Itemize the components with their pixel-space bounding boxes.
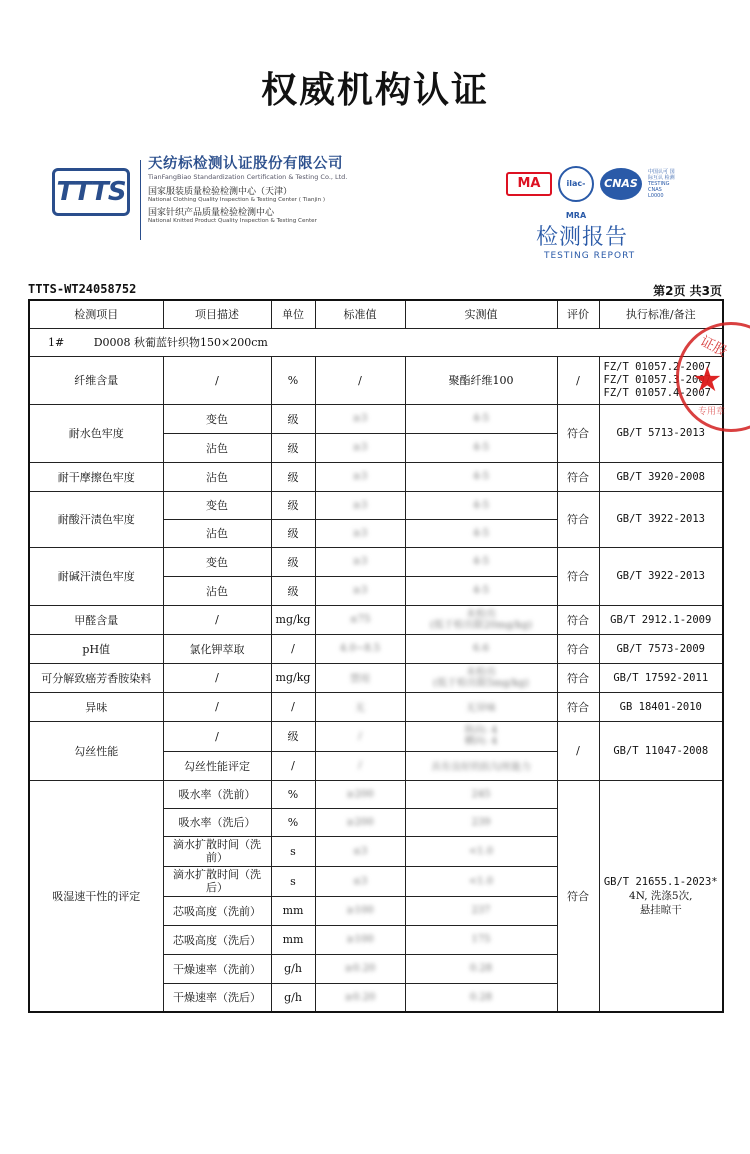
std-cell: ≥3 [315, 404, 405, 433]
stamp-text-bottom: 专用章 [698, 407, 726, 417]
std-ref-cell: GB/T 5713-2013 [599, 404, 723, 462]
value-cell: 4-5 [405, 547, 557, 576]
table-row [29, 663, 723, 692]
item-cell: 耐碱汗渍色牢度 [29, 547, 163, 605]
value-cell: 4-5 [405, 576, 557, 605]
std-ref-line: 悬挂晾干 [639, 903, 682, 916]
std-cell: 4.0~8.5 [315, 634, 405, 663]
std-ref-line: FZ/T 01057.3-2007 [603, 373, 711, 386]
ttts-logo: TTTS [52, 168, 130, 216]
cnas-logo: CNAS [600, 168, 642, 200]
unit-cell: / [271, 751, 315, 780]
std-cell: ≤3 [315, 866, 405, 896]
org-center2: 国家针织产品质量检验检测中心 [148, 208, 275, 218]
desc-cell: 变色 [163, 547, 271, 576]
desc-cell: 变色 [163, 491, 271, 519]
std-cell: / [315, 721, 405, 751]
std-ref-cell [599, 780, 723, 1012]
org-name-en: TianFangBiao Standardization Certification & Testing Co., Ltd. [148, 173, 348, 181]
std-cell: ≥200 [315, 780, 405, 808]
unit-cell: % [271, 808, 315, 836]
std-cell: ≥100 [315, 925, 405, 954]
std-ref-cell: GB/T 7573-2009 [599, 634, 723, 663]
desc-cell: / [163, 605, 271, 634]
org-texts [148, 152, 378, 226]
value-line: 纵向: 4 [464, 725, 498, 736]
eval-cell: 符合 [557, 547, 599, 605]
desc-cell: 变色 [163, 404, 271, 433]
unit-cell: % [271, 356, 315, 404]
report-table [28, 299, 724, 1013]
std-ref-cell: GB 18401-2010 [599, 692, 723, 721]
eval-cell: / [557, 721, 599, 780]
eval-cell: 符合 [557, 663, 599, 692]
stamp-text-top: 证股 [697, 333, 730, 361]
value-cell: 245 [405, 780, 557, 808]
std-ref-line: FZ/T 01057.2-2007 [603, 360, 711, 373]
item-cell: 耐酸汗渍色牢度 [29, 491, 163, 547]
cnas-side-text: 中国认可 国际互认 检测 TESTING CNAS L0000 [648, 169, 675, 199]
std-cell: ≥3 [315, 576, 405, 605]
unit-cell: 级 [271, 721, 315, 751]
desc-cell: 沾色 [163, 433, 271, 462]
stamp-star-icon: ★ [692, 360, 723, 400]
cert-block [506, 160, 696, 260]
value-cell [405, 721, 557, 751]
value-cell: 0.28 [405, 954, 557, 983]
item-cell: 勾丝性能 [29, 721, 163, 780]
desc-cell: / [163, 356, 271, 404]
report-title: 检测报告 [536, 225, 629, 250]
unit-cell: mg/kg [271, 663, 315, 692]
std-cell: / [315, 751, 405, 780]
unit-cell: 级 [271, 462, 315, 491]
std-ref-cell: GB/T 11047-2008 [599, 721, 723, 780]
eval-cell: 符合 [557, 780, 599, 1012]
std-ref-cell: GB/T 17592-2011 [599, 663, 723, 692]
report-number: TTTS-WT24058752 [28, 282, 137, 296]
value-line: (低于检出限20mg/kg) [429, 619, 533, 631]
std-cell: ≥0.20 [315, 954, 405, 983]
std-cell: ≥3 [315, 462, 405, 491]
value-line: 未检出 [466, 608, 496, 620]
value-cell: 4-5 [405, 462, 557, 491]
desc-cell: 芯吸高度（洗前） [163, 896, 271, 925]
header-std: 标准值 [315, 300, 405, 328]
org-center1-en: National Clothing Quality Inspection & Testing Center ( Tianjin ) [148, 197, 326, 203]
desc-cell: 干燥速率（洗后） [163, 983, 271, 1012]
desc-cell: 沾色 [163, 462, 271, 491]
report-meta [28, 282, 722, 298]
desc-cell: / [163, 663, 271, 692]
value-line: 横向: 4 [464, 736, 498, 747]
std-cell: ≤75 [315, 605, 405, 634]
value-cell: 4-5 [405, 519, 557, 547]
org-header [52, 152, 372, 242]
eval-cell: 符合 [557, 634, 599, 663]
desc-cell: 吸水率（洗后） [163, 808, 271, 836]
eval-cell: 符合 [557, 605, 599, 634]
org-center1: 国家服装质量检验检测中心（天津） [148, 187, 293, 197]
desc-cell: / [163, 692, 271, 721]
header-std-ref: 执行标准/备注 [599, 300, 723, 328]
eval-cell: 符合 [557, 462, 599, 491]
org-divider [140, 160, 141, 240]
item-cell: 异味 [29, 692, 163, 721]
std-cell: ≥0.20 [315, 983, 405, 1012]
sample-row [29, 328, 723, 356]
desc-cell: 沾色 [163, 519, 271, 547]
value-cell: 4-5 [405, 404, 557, 433]
value-cell: 具有良好的抗勾丝能力 [405, 751, 557, 780]
header-item: 检测项目 [29, 300, 163, 328]
unit-cell: mm [271, 896, 315, 925]
value-cell: 237 [405, 896, 557, 925]
item-cell: 吸湿速干性的评定 [29, 780, 163, 1012]
value-cell: 4-5 [405, 433, 557, 462]
eval-cell: 符合 [557, 692, 599, 721]
std-ref-cell: GB/T 3922-2013 [599, 491, 723, 547]
item-cell: 纤维含量 [29, 356, 163, 404]
unit-cell: 级 [271, 491, 315, 519]
std-cell: / [315, 356, 405, 404]
unit-cell: / [271, 692, 315, 721]
std-ref-line: GB/T 21655.1-2023* [603, 875, 718, 888]
eval-cell: / [557, 356, 599, 404]
unit-cell: / [271, 634, 315, 663]
unit-cell: % [271, 780, 315, 808]
table-row [29, 780, 723, 808]
std-cell: ≥3 [315, 491, 405, 519]
desc-cell: 吸水率（洗前） [163, 780, 271, 808]
value-cell: 175 [405, 925, 557, 954]
header-desc: 项目描述 [163, 300, 271, 328]
value-cell: <1.0 [405, 836, 557, 866]
eval-cell: 符合 [557, 491, 599, 547]
std-cell: ≥3 [315, 547, 405, 576]
table-row [29, 462, 723, 491]
report-title-en: TESTING REPORT [544, 251, 636, 261]
eval-cell: 符合 [557, 404, 599, 462]
value-cell [405, 663, 557, 692]
desc-cell: 勾丝性能评定 [163, 751, 271, 780]
sample-desc: D0008 秋葡蓝针织物150×200cm [93, 336, 268, 349]
unit-cell: g/h [271, 983, 315, 1012]
value-line: 未检出 [466, 666, 496, 678]
std-ref-line: 4N, 洗涤5次, [629, 889, 693, 902]
desc-cell: 干燥速率（洗前） [163, 954, 271, 983]
std-ref-cell [599, 356, 723, 404]
std-ref-cell: GB/T 3920-2008 [599, 462, 723, 491]
unit-cell: 级 [271, 519, 315, 547]
value-cell: 239 [405, 808, 557, 836]
org-center2-en: National Knitted Product Quality Inspection & Testing Center [148, 218, 317, 224]
unit-cell: 级 [271, 576, 315, 605]
cma-logo: MA [506, 172, 552, 196]
table-row [29, 356, 723, 404]
header-unit: 单位 [271, 300, 315, 328]
table-row [29, 721, 723, 751]
table-row [29, 547, 723, 576]
page-title: 权威机构认证 [260, 70, 489, 111]
item-cell: pH值 [29, 634, 163, 663]
table-row [29, 605, 723, 634]
unit-cell: 级 [271, 547, 315, 576]
desc-cell: 滴水扩散时间（洗后） [163, 866, 271, 896]
std-cell: 禁用 [315, 663, 405, 692]
table-header-row [29, 300, 723, 328]
value-cell: <1.0 [405, 866, 557, 896]
ilac-mra-logo: ilac-MRA [558, 166, 594, 202]
std-cell: ≤3 [315, 836, 405, 866]
std-ref-cell: GB/T 3922-2013 [599, 547, 723, 605]
table-row [29, 692, 723, 721]
desc-cell: / [163, 721, 271, 751]
value-cell: 4-5 [405, 491, 557, 519]
sample-cell [29, 328, 723, 356]
item-cell: 耐干摩擦色牢度 [29, 462, 163, 491]
cert-logos [506, 160, 696, 220]
std-cell: ≥100 [315, 896, 405, 925]
std-cell: 无 [315, 692, 405, 721]
value-cell: 6.6 [405, 634, 557, 663]
unit-cell: mg/kg [271, 605, 315, 634]
unit-cell: 级 [271, 433, 315, 462]
desc-cell: 沾色 [163, 576, 271, 605]
std-cell: ≥200 [315, 808, 405, 836]
value-line: (低于检出限5mg/kg) [433, 677, 529, 689]
table-row [29, 634, 723, 663]
page-info: 第2页 共3页 [653, 284, 722, 298]
item-cell: 可分解致癌芳香胺染料 [29, 663, 163, 692]
unit-cell: s [271, 866, 315, 896]
unit-cell: mm [271, 925, 315, 954]
std-cell: ≥3 [315, 519, 405, 547]
desc-cell: 氯化钾萃取 [163, 634, 271, 663]
unit-cell: s [271, 836, 315, 866]
std-cell: ≥3 [315, 433, 405, 462]
item-cell: 甲醛含量 [29, 605, 163, 634]
std-ref-cell: GB/T 2912.1-2009 [599, 605, 723, 634]
item-cell: 耐水色牢度 [29, 404, 163, 462]
value-cell: 聚酯纤维100 [405, 356, 557, 404]
org-name: 天纺标检测认证股份有限公司 [148, 156, 343, 172]
desc-cell: 滴水扩散时间（洗前） [163, 836, 271, 866]
sample-no: 1# [48, 336, 65, 349]
header-value: 实测值 [405, 300, 557, 328]
std-ref-line: FZ/T 01057.4-2007 [603, 386, 711, 399]
unit-cell: g/h [271, 954, 315, 983]
unit-cell: 级 [271, 404, 315, 433]
table-row [29, 404, 723, 433]
value-cell: 0.28 [405, 983, 557, 1012]
header-eval: 评价 [557, 300, 599, 328]
value-cell [405, 605, 557, 634]
table-row [29, 491, 723, 519]
desc-cell: 芯吸高度（洗后） [163, 925, 271, 954]
value-cell: 无异味 [405, 692, 557, 721]
